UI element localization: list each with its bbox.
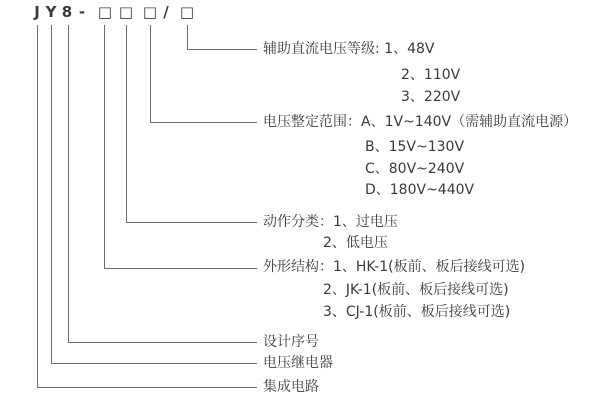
model-char-8: 8 bbox=[61, 3, 73, 21]
label-action-type-opt-2: 2、低电压 bbox=[323, 235, 388, 251]
label-structure-opt-3: 3、CJ-1(板前、板后接线可选) bbox=[323, 304, 511, 320]
label-aux-dc-voltage-opt-2: 2、110V bbox=[401, 67, 461, 83]
label-voltage-range: 电压整定范围：A、1V~140V（需辅助直流电源） bbox=[263, 114, 578, 130]
label-voltage-range-opt-c: C、80V~240V bbox=[365, 161, 465, 177]
label-voltage-relay: 电压继电器 bbox=[263, 355, 333, 371]
model-char-y: Y bbox=[45, 3, 57, 21]
label-voltage-range-opt-d: D、180V~440V bbox=[365, 182, 475, 198]
model-char-box-3: □ bbox=[142, 3, 158, 21]
label-structure: 外形结构：1、HK-1(板前、板后接线可选) bbox=[263, 259, 526, 275]
model-char-box-2: □ bbox=[118, 3, 134, 21]
label-integrated-circuit: 集成电路 bbox=[263, 379, 319, 395]
connector-integrated-circuit bbox=[37, 25, 257, 388]
label-action-type: 动作分类：1、过电压 bbox=[263, 214, 398, 230]
label-structure-opt-2: 2、JK-1(板前、板后接线可选) bbox=[323, 282, 509, 298]
model-char-box-4: □ bbox=[179, 3, 195, 21]
label-aux-dc-voltage-grade: 辅助直流电压等级: 1、48V bbox=[263, 41, 435, 57]
model-char-slash: / bbox=[163, 3, 169, 21]
label-voltage-range-opt-b: B、15V~130V bbox=[365, 139, 465, 155]
model-char-j: J bbox=[34, 3, 40, 21]
label-aux-dc-voltage-opt-3: 3、220V bbox=[401, 89, 461, 105]
model-char-dash: - bbox=[78, 3, 86, 21]
label-design-serial: 设计序号 bbox=[263, 334, 319, 350]
model-char-box-1: □ bbox=[97, 3, 113, 21]
